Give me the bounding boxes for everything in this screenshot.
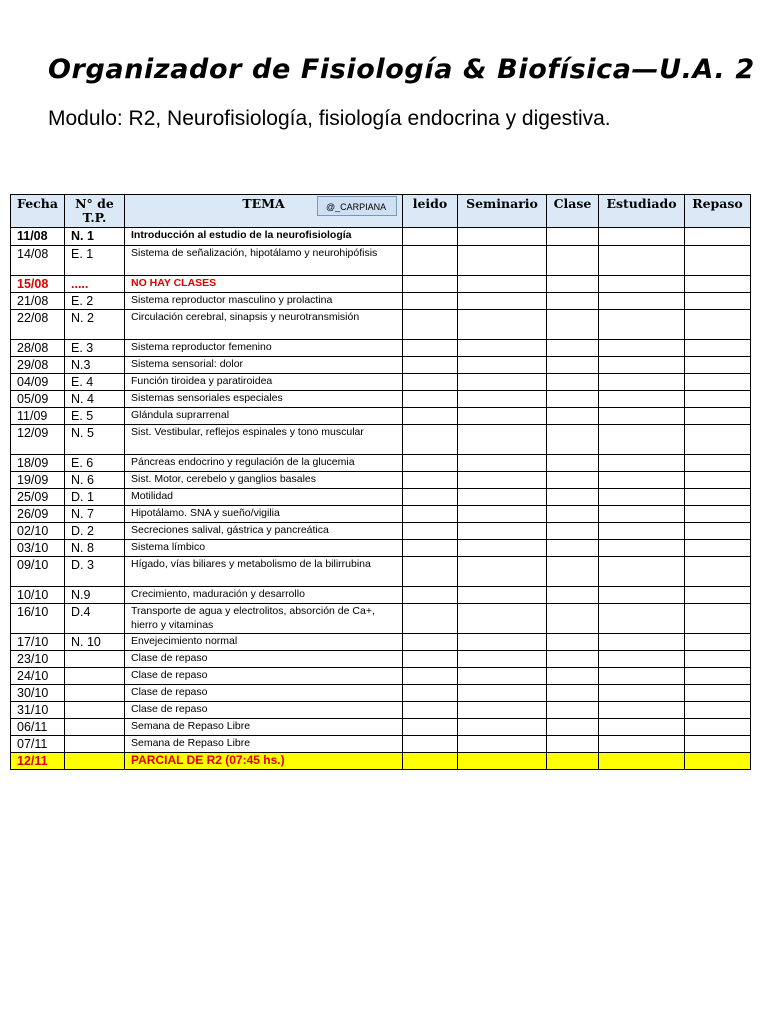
cell-repaso[interactable] (685, 523, 751, 540)
cell-tema: Sistema límbico (125, 540, 403, 557)
cell-leido[interactable] (403, 374, 458, 391)
cell-clase[interactable] (547, 634, 599, 651)
cell-tp: N. 6 (65, 472, 125, 489)
cell-repaso[interactable] (685, 455, 751, 472)
cell-seminario[interactable] (458, 310, 547, 340)
table-row (11, 228, 751, 246)
cell-tema: Función tiroidea y paratiroidea (125, 374, 403, 391)
cell-clase[interactable] (547, 506, 599, 523)
cell-leido[interactable] (403, 246, 458, 276)
cell-tp: D. 3 (65, 557, 125, 587)
cell-fecha: 09/10 (11, 557, 65, 587)
table-header-row (11, 195, 751, 228)
cell-tema: Semana de Repaso Libre (125, 736, 403, 753)
cell-leido[interactable] (403, 753, 458, 770)
cell-tp (65, 651, 125, 668)
cell-fecha: 28/08 (11, 340, 65, 357)
cell-leido[interactable] (403, 540, 458, 557)
cell-leido[interactable] (403, 310, 458, 340)
column-header-tp: N° de T.P. (65, 195, 125, 228)
cell-tp: N.9 (65, 587, 125, 604)
table-row (11, 425, 751, 455)
cell-fecha: 16/10 (11, 604, 65, 634)
cell-estudiado[interactable] (599, 293, 685, 310)
cell-leido[interactable] (403, 408, 458, 425)
cell-clase[interactable] (547, 523, 599, 540)
cell-leido[interactable] (403, 557, 458, 587)
cell-repaso[interactable] (685, 651, 751, 668)
cell-fecha: 18/09 (11, 455, 65, 472)
cell-estudiado[interactable] (599, 668, 685, 685)
cell-leido[interactable] (403, 357, 458, 374)
cell-estudiado[interactable] (599, 753, 685, 770)
cell-tema: Envejecimiento normal (125, 634, 403, 651)
cell-leido[interactable] (403, 587, 458, 604)
cell-tp: N. 7 (65, 506, 125, 523)
cell-leido[interactable] (403, 489, 458, 506)
cell-seminario[interactable] (458, 276, 547, 293)
cell-tp: E. 6 (65, 455, 125, 472)
cell-clase[interactable] (547, 228, 599, 246)
cell-tp: E. 4 (65, 374, 125, 391)
cell-seminario[interactable] (458, 540, 547, 557)
cell-repaso[interactable] (685, 276, 751, 293)
cell-leido[interactable] (403, 506, 458, 523)
cell-clase[interactable] (547, 668, 599, 685)
cell-seminario[interactable] (458, 604, 547, 634)
cell-repaso[interactable] (685, 246, 751, 276)
cell-fecha: 03/10 (11, 540, 65, 557)
cell-seminario[interactable] (458, 523, 547, 540)
column-header-seminario: Seminario (458, 195, 547, 228)
cell-leido[interactable] (403, 702, 458, 719)
cell-tp: N. 1 (65, 228, 125, 246)
cell-tema: Secreciones salival, gástrica y pancreática (125, 523, 403, 540)
table-row (11, 246, 751, 276)
cell-tp: D.4 (65, 604, 125, 634)
cell-fecha: 10/10 (11, 587, 65, 604)
cell-estudiado[interactable] (599, 374, 685, 391)
cell-repaso[interactable] (685, 310, 751, 340)
cell-clase[interactable] (547, 408, 599, 425)
cell-repaso[interactable] (685, 293, 751, 310)
cell-leido[interactable] (403, 668, 458, 685)
cell-tema: Sistema reproductor femenino (125, 340, 403, 357)
cell-fecha: 04/09 (11, 374, 65, 391)
cell-tema: Sist. Motor, cerebelo y ganglios basales (125, 472, 403, 489)
schedule-body (11, 228, 751, 770)
cell-seminario[interactable] (458, 753, 547, 770)
cell-seminario[interactable] (458, 736, 547, 753)
cell-fecha: 23/10 (11, 651, 65, 668)
cell-tp (65, 685, 125, 702)
cell-repaso[interactable] (685, 702, 751, 719)
cell-estudiado[interactable] (599, 702, 685, 719)
cell-repaso[interactable] (685, 685, 751, 702)
cell-fecha: 29/08 (11, 357, 65, 374)
column-header-clase: Clase (547, 195, 599, 228)
cell-repaso[interactable] (685, 587, 751, 604)
table-row (11, 702, 751, 719)
cell-clase[interactable] (547, 276, 599, 293)
cell-tema: Clase de repaso (125, 651, 403, 668)
cell-leido[interactable] (403, 276, 458, 293)
cell-seminario[interactable] (458, 357, 547, 374)
cell-seminario[interactable] (458, 391, 547, 408)
cell-tema: Circulación cerebral, sinapsis y neurotransmisión (125, 310, 403, 340)
cell-tema: Motilidad (125, 489, 403, 506)
cell-tp (65, 668, 125, 685)
table-row (11, 408, 751, 425)
cell-tema: Crecimiento, maduración y desarrollo (125, 587, 403, 604)
cell-clase[interactable] (547, 587, 599, 604)
cell-clase[interactable] (547, 685, 599, 702)
cell-tema: Sistemas sensoriales especiales (125, 391, 403, 408)
cell-tema: Sistema reproductor masculino y prolactina (125, 293, 403, 310)
cell-estudiado[interactable] (599, 310, 685, 340)
cell-leido[interactable] (403, 455, 458, 472)
cell-clase[interactable] (547, 753, 599, 770)
cell-leido[interactable] (403, 604, 458, 634)
cell-estudiado[interactable] (599, 540, 685, 557)
cell-clase[interactable] (547, 310, 599, 340)
cell-estudiado[interactable] (599, 425, 685, 455)
cell-tema: Clase de repaso (125, 685, 403, 702)
cell-seminario[interactable] (458, 719, 547, 736)
table-row (11, 293, 751, 310)
cell-fecha: 17/10 (11, 634, 65, 651)
cell-leido[interactable] (403, 719, 458, 736)
cell-clase[interactable] (547, 246, 599, 276)
cell-tema: Páncreas endocrino y regulación de la glucemia (125, 455, 403, 472)
document-title: Organizador de Fisiología & Biofísica—U.A. 2 (48, 54, 755, 85)
cell-seminario[interactable] (458, 408, 547, 425)
cell-estudiado[interactable] (599, 276, 685, 293)
table-row (11, 357, 751, 374)
cell-estudiado[interactable] (599, 587, 685, 604)
table-row (11, 668, 751, 685)
cell-tema: NO HAY CLASES (125, 276, 403, 293)
cell-leido[interactable] (403, 523, 458, 540)
cell-tema: Sistema de señalización, hipotálamo y neurohipófisis (125, 246, 403, 276)
table-row (11, 753, 751, 770)
cell-fecha: 31/10 (11, 702, 65, 719)
cell-repaso[interactable] (685, 506, 751, 523)
cell-repaso[interactable] (685, 489, 751, 506)
cell-fecha: 02/10 (11, 523, 65, 540)
cell-clase[interactable] (547, 340, 599, 357)
table-row (11, 587, 751, 604)
cell-estudiado[interactable] (599, 604, 685, 634)
cell-repaso[interactable] (685, 408, 751, 425)
table-row (11, 523, 751, 540)
cell-repaso[interactable] (685, 472, 751, 489)
cell-leido[interactable] (403, 293, 458, 310)
cell-tema: Glándula suprarrenal (125, 408, 403, 425)
cell-tp: N. 2 (65, 310, 125, 340)
cell-leido[interactable] (403, 736, 458, 753)
cell-estudiado[interactable] (599, 228, 685, 246)
cell-repaso[interactable] (685, 604, 751, 634)
cell-fecha: 26/09 (11, 506, 65, 523)
cell-tema: Sistema sensorial: dolor (125, 357, 403, 374)
cell-repaso[interactable] (685, 557, 751, 587)
cell-seminario[interactable] (458, 228, 547, 246)
cell-leido[interactable] (403, 425, 458, 455)
cell-tp: N.3 (65, 357, 125, 374)
cell-estudiado[interactable] (599, 634, 685, 651)
cell-tp: N. 4 (65, 391, 125, 408)
cell-tema: PARCIAL DE R2 (07:45 hs.) (125, 753, 403, 770)
table-row (11, 736, 751, 753)
table-row (11, 391, 751, 408)
cell-fecha: 11/08 (11, 228, 65, 246)
cell-tema: Semana de Repaso Libre (125, 719, 403, 736)
cell-fecha: 15/08 (11, 276, 65, 293)
cell-clase[interactable] (547, 293, 599, 310)
cell-leido[interactable] (403, 228, 458, 246)
cell-seminario[interactable] (458, 455, 547, 472)
table-row (11, 489, 751, 506)
column-header-leido: leido (403, 195, 458, 228)
cell-clase[interactable] (547, 651, 599, 668)
cell-tp (65, 736, 125, 753)
cell-estudiado[interactable] (599, 455, 685, 472)
table-row (11, 604, 751, 634)
cell-estudiado[interactable] (599, 557, 685, 587)
watermark-label: @_CARPIANA (317, 196, 397, 216)
cell-clase[interactable] (547, 702, 599, 719)
cell-seminario[interactable] (458, 293, 547, 310)
cell-clase[interactable] (547, 425, 599, 455)
cell-tp: E. 3 (65, 340, 125, 357)
cell-fecha: 14/08 (11, 246, 65, 276)
cell-tema: Hipotálamo. SNA y sueño/vigilia (125, 506, 403, 523)
cell-estudiado[interactable] (599, 719, 685, 736)
cell-repaso[interactable] (685, 340, 751, 357)
cell-tema: Introducción al estudio de la neurofisiología (125, 228, 403, 246)
cell-seminario[interactable] (458, 685, 547, 702)
cell-repaso[interactable] (685, 719, 751, 736)
cell-fecha: 24/10 (11, 668, 65, 685)
cell-clase[interactable] (547, 374, 599, 391)
cell-repaso[interactable] (685, 425, 751, 455)
cell-estudiado[interactable] (599, 685, 685, 702)
cell-clase[interactable] (547, 455, 599, 472)
column-header-tema-label: TEMA (242, 196, 285, 211)
cell-tp (65, 702, 125, 719)
table-row (11, 634, 751, 651)
column-header-estudiado: Estudiado (599, 195, 685, 228)
table-row (11, 506, 751, 523)
cell-tp: E. 1 (65, 246, 125, 276)
table-row (11, 340, 751, 357)
cell-seminario[interactable] (458, 246, 547, 276)
cell-seminario[interactable] (458, 425, 547, 455)
cell-seminario[interactable] (458, 557, 547, 587)
cell-seminario[interactable] (458, 651, 547, 668)
table-row (11, 374, 751, 391)
cell-tp: D. 1 (65, 489, 125, 506)
column-header-fecha: Fecha (11, 195, 65, 228)
cell-leido[interactable] (403, 651, 458, 668)
cell-repaso[interactable] (685, 391, 751, 408)
cell-tema: Clase de repaso (125, 702, 403, 719)
cell-repaso[interactable] (685, 753, 751, 770)
cell-seminario[interactable] (458, 472, 547, 489)
table-row (11, 540, 751, 557)
table-row (11, 651, 751, 668)
cell-leido[interactable] (403, 340, 458, 357)
cell-seminario[interactable] (458, 702, 547, 719)
table-row (11, 685, 751, 702)
cell-seminario[interactable] (458, 668, 547, 685)
cell-fecha: 21/08 (11, 293, 65, 310)
column-header-tema (125, 195, 403, 228)
cell-clase[interactable] (547, 472, 599, 489)
table-row (11, 472, 751, 489)
cell-fecha: 22/08 (11, 310, 65, 340)
cell-leido[interactable] (403, 391, 458, 408)
table-row (11, 276, 751, 293)
cell-repaso[interactable] (685, 357, 751, 374)
table-row (11, 455, 751, 472)
cell-clase[interactable] (547, 391, 599, 408)
cell-seminario[interactable] (458, 340, 547, 357)
cell-seminario[interactable] (458, 634, 547, 651)
cell-seminario[interactable] (458, 489, 547, 506)
cell-tema: Clase de repaso (125, 668, 403, 685)
cell-seminario[interactable] (458, 587, 547, 604)
cell-estudiado[interactable] (599, 651, 685, 668)
cell-estudiado[interactable] (599, 736, 685, 753)
cell-fecha: 06/11 (11, 719, 65, 736)
table-row (11, 310, 751, 340)
cell-fecha: 05/09 (11, 391, 65, 408)
cell-estudiado[interactable] (599, 408, 685, 425)
cell-estudiado[interactable] (599, 246, 685, 276)
cell-leido[interactable] (403, 685, 458, 702)
cell-seminario[interactable] (458, 374, 547, 391)
cell-tp: N. 8 (65, 540, 125, 557)
schedule-table (10, 194, 751, 770)
cell-clase[interactable] (547, 357, 599, 374)
cell-leido[interactable] (403, 634, 458, 651)
cell-clase[interactable] (547, 557, 599, 587)
cell-estudiado[interactable] (599, 506, 685, 523)
cell-estudiado[interactable] (599, 340, 685, 357)
cell-clase[interactable] (547, 736, 599, 753)
cell-fecha: 30/10 (11, 685, 65, 702)
cell-repaso[interactable] (685, 668, 751, 685)
table-row (11, 557, 751, 587)
cell-fecha: 19/09 (11, 472, 65, 489)
cell-estudiado[interactable] (599, 391, 685, 408)
cell-tp: E. 2 (65, 293, 125, 310)
cell-repaso[interactable] (685, 374, 751, 391)
cell-tema: Transporte de agua y electrolitos, absorción de Ca+, hierro y vitaminas (125, 604, 403, 634)
cell-estudiado[interactable] (599, 523, 685, 540)
cell-repaso[interactable] (685, 540, 751, 557)
document-subtitle: Modulo: R2, Neurofisiología, fisiología endocrina y digestiva. (48, 107, 611, 130)
cell-clase[interactable] (547, 489, 599, 506)
cell-estudiado[interactable] (599, 472, 685, 489)
cell-repaso[interactable] (685, 228, 751, 246)
cell-clase[interactable] (547, 719, 599, 736)
table-row (11, 719, 751, 736)
cell-tp: N. 10 (65, 634, 125, 651)
cell-fecha: 11/09 (11, 408, 65, 425)
cell-tp (65, 719, 125, 736)
cell-clase[interactable] (547, 604, 599, 634)
cell-tp: N. 5 (65, 425, 125, 455)
cell-repaso[interactable] (685, 736, 751, 753)
cell-fecha: 12/11 (11, 753, 65, 770)
cell-clase[interactable] (547, 540, 599, 557)
cell-tp: E. 5 (65, 408, 125, 425)
cell-leido[interactable] (403, 472, 458, 489)
cell-fecha: 07/11 (11, 736, 65, 753)
column-header-repaso: Repaso (685, 195, 751, 228)
cell-tema: Hígado, vías biliares y metabolismo de la bilirrubina (125, 557, 403, 587)
cell-tema: Sist. Vestibular, reflejos espinales y tono muscular (125, 425, 403, 455)
cell-seminario[interactable] (458, 506, 547, 523)
cell-estudiado[interactable] (599, 357, 685, 374)
cell-tp (65, 753, 125, 770)
cell-fecha: 25/09 (11, 489, 65, 506)
cell-tp: ..... (65, 276, 125, 293)
cell-estudiado[interactable] (599, 489, 685, 506)
cell-fecha: 12/09 (11, 425, 65, 455)
cell-tp: D. 2 (65, 523, 125, 540)
cell-repaso[interactable] (685, 634, 751, 651)
